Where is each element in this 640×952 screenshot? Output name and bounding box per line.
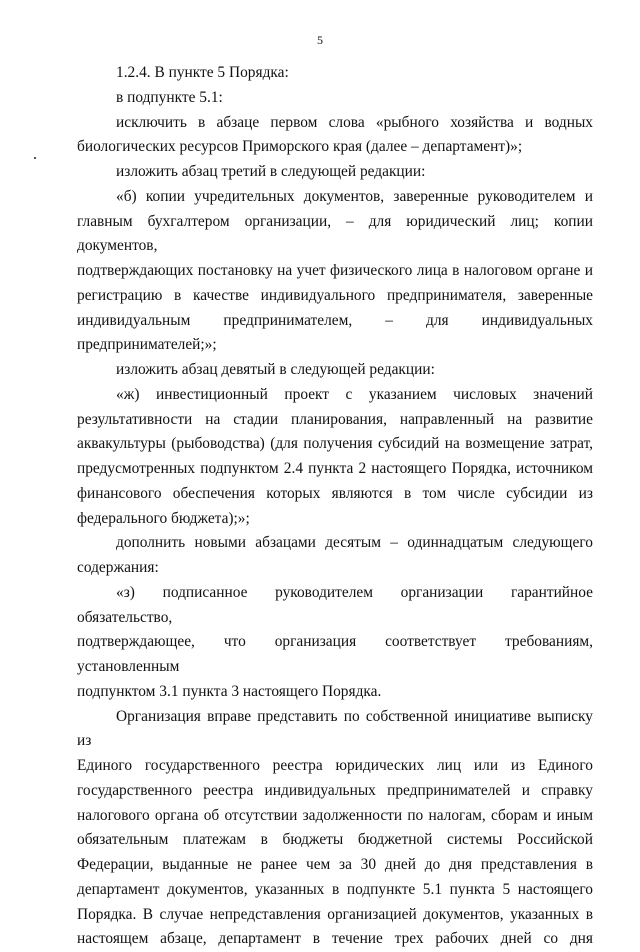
text-line: дополнить новыми абзацами десятым – одиннадцатым следующего — [116, 534, 593, 552]
text-line: Организация вправе представить по собственной инициативе выписку из — [77, 707, 593, 750]
text-line: изложить абзац девятый в следующей редакции: — [116, 361, 435, 378]
text-line: Единого государственного реестра юридических лиц или из Единого — [77, 757, 593, 774]
text-line: исключить в абзаце первом слова «рыбного хозяйства и водных — [116, 113, 593, 131]
text-line: «ж) инвестиционный проект с указанием числовых значений — [116, 385, 593, 403]
text-line: государственного реестра индивидуальных предпринимателей и справку — [77, 781, 593, 799]
text-line: регистрацию в качестве индивидуального предпринимателя, заверенные — [77, 286, 593, 304]
page-number: 5 — [317, 33, 323, 47]
text-line: результативности на стадии планирования, направленный на развитие — [77, 410, 593, 428]
text-line: федерального бюджета);»; — [77, 509, 250, 527]
text-line: содержания: — [77, 559, 159, 576]
text-line: подтверждающее, что организация соответствует требованиям, установленным — [77, 633, 593, 675]
text-line: финансового обеспечения которых являются в том числе субсидии из — [77, 484, 593, 502]
text-line: департамент документов, указанных в подпункте 5.1 пункта 5 настоящего — [77, 880, 593, 898]
text-line: настоящем абзаце, департамент в течение трех рабочих дней со дня — [77, 930, 593, 948]
text-line: главным бухгалтером организации, – для юридический лиц; копии документов, — [77, 212, 593, 255]
text-line: изложить абзац третий в следующей редакции: — [116, 163, 426, 180]
text-line: Федерации, выданные не ранее чем за 30 дней до дня представления в — [77, 856, 593, 873]
text-line: «з) подписанное руководителем организации гарантийное обязательство, — [77, 583, 593, 626]
text-line: подпунктом 3.1 пункта 3 настоящего Порядка. — [77, 682, 382, 700]
text-line: предпринимателей;»; — [77, 336, 217, 354]
text-line: налогового органа об отсутствии задолженности по налогам, сборам и иным — [77, 806, 593, 824]
text-line: обязательным платежам в бюджеты бюджетной системы Российской — [77, 831, 593, 849]
text-line: «б) копии учредительных документов, заверенные руководителем и — [116, 187, 593, 205]
text-line: индивидуальным предпринимателем, – для индивидуальных — [77, 311, 593, 329]
document-body — [77, 61, 593, 952]
margin-mark — [34, 157, 36, 159]
text-line: подтверждающих постановку на учет физического лица в налоговом органе и — [77, 262, 593, 279]
clause-heading: 1.2.4. В пункте 5 Порядка: — [116, 64, 289, 81]
subclause-heading: в подпункте 5.1: — [116, 88, 223, 106]
text-line: аквакультуры (рыбоводства) (для получения субсидий на возмещение затрат, — [77, 435, 593, 453]
text-line: предусмотренных подпунктом 2.4 пункта 2 настоящего Порядка, источником — [77, 460, 593, 477]
text-line: биологических ресурсов Приморского края (далее – департамент)»; — [77, 138, 523, 156]
text-line: Порядка. В случае непредставления организацией документов, указанных в — [77, 905, 593, 923]
